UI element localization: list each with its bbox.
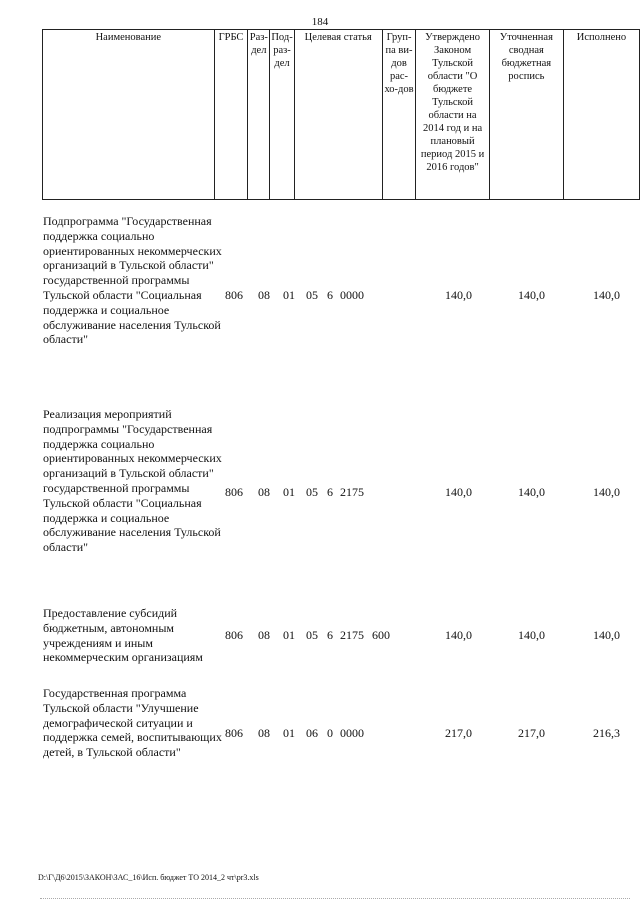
header-razdel: Раз-дел [248,30,270,200]
footer-divider [40,898,630,899]
row-razdel: 08 [258,288,270,302]
row-grbs: 806 [225,485,243,499]
row-expense-type: 600 [372,628,390,642]
row-executed: 140,0 [593,485,620,499]
header-refined: Уточненная сводная бюджетная роспись [489,30,563,200]
row-target-subprogram: 6 [327,288,333,302]
row-grbs: 806 [225,288,243,302]
header-grbs: ГРБС [214,30,248,200]
row-razdel: 08 [258,726,270,740]
row-name: Подпрограмма "Государственная поддержка социально ориентированных некоммерческих организаций в Тульской области" государственной программы Тульской области "Социальная поддержка и социальное обслуживание населения Тульской области" [43,214,222,347]
row-target-program: 06 [306,726,318,740]
row-razdel: 08 [258,628,270,642]
row-name: Реализация мероприятий подпрограммы "Государственная поддержка социально ориентированных некоммерческих организаций в Тульской области" государственной программы Тульской области "Социальная поддержка и социальное обслуживание населения Тульской области" [43,407,222,555]
header-executed: Исполнено [563,30,639,200]
row-refined: 140,0 [518,288,545,302]
table-header [42,29,640,200]
row-executed: 216,3 [593,726,620,740]
row-name: Государственная программа Тульской области "Улучшение демографической ситуации и поддержка семей, воспитывающих детей, в Тульской области" [43,686,222,760]
page-number: 184 [311,16,329,28]
row-grbs: 806 [225,726,243,740]
row-target-code: 2175 [340,628,364,642]
row-target-code: 0000 [340,288,364,302]
header-name: Наименование [43,30,215,200]
row-approved: 140,0 [445,628,472,642]
row-target-program: 05 [306,628,318,642]
row-refined: 140,0 [518,628,545,642]
row-podrazdel: 01 [283,485,295,499]
header-target-article: Целевая статья [294,30,382,200]
row-target-subprogram: 6 [327,485,333,499]
row-executed: 140,0 [593,628,620,642]
row-target-code: 0000 [340,726,364,740]
row-name: Предоставление субсидий бюджетным, автономным учреждениям и иным некоммерческим организациям [43,606,203,665]
row-podrazdel: 01 [283,726,295,740]
row-target-subprogram: 6 [327,628,333,642]
row-podrazdel: 01 [283,288,295,302]
row-grbs: 806 [225,628,243,642]
row-approved: 140,0 [445,485,472,499]
row-approved: 217,0 [445,726,472,740]
row-approved: 140,0 [445,288,472,302]
row-target-program: 05 [306,288,318,302]
header-expense-type-group: Груп-па ви-дов рас-хо-дов [382,30,416,200]
row-target-code: 2175 [340,485,364,499]
row-target-subprogram: 0 [327,726,333,740]
row-razdel: 08 [258,485,270,499]
row-target-program: 05 [306,485,318,499]
footer-file-path: D:\Г\Д6\2015\ЗАКОН\ЗАС_16\Исп. бюджет ТО 2014_2 чт\pr3.xls [38,873,259,882]
row-podrazdel: 01 [283,628,295,642]
row-refined: 217,0 [518,726,545,740]
row-refined: 140,0 [518,485,545,499]
row-executed: 140,0 [593,288,620,302]
header-approved: Утверждено Законом Тульской области "О бюджете Тульской области на 2014 год и на плановый период 2015 и 2016 годов" [416,30,489,200]
header-podrazdel: Под-раз-дел [270,30,294,200]
